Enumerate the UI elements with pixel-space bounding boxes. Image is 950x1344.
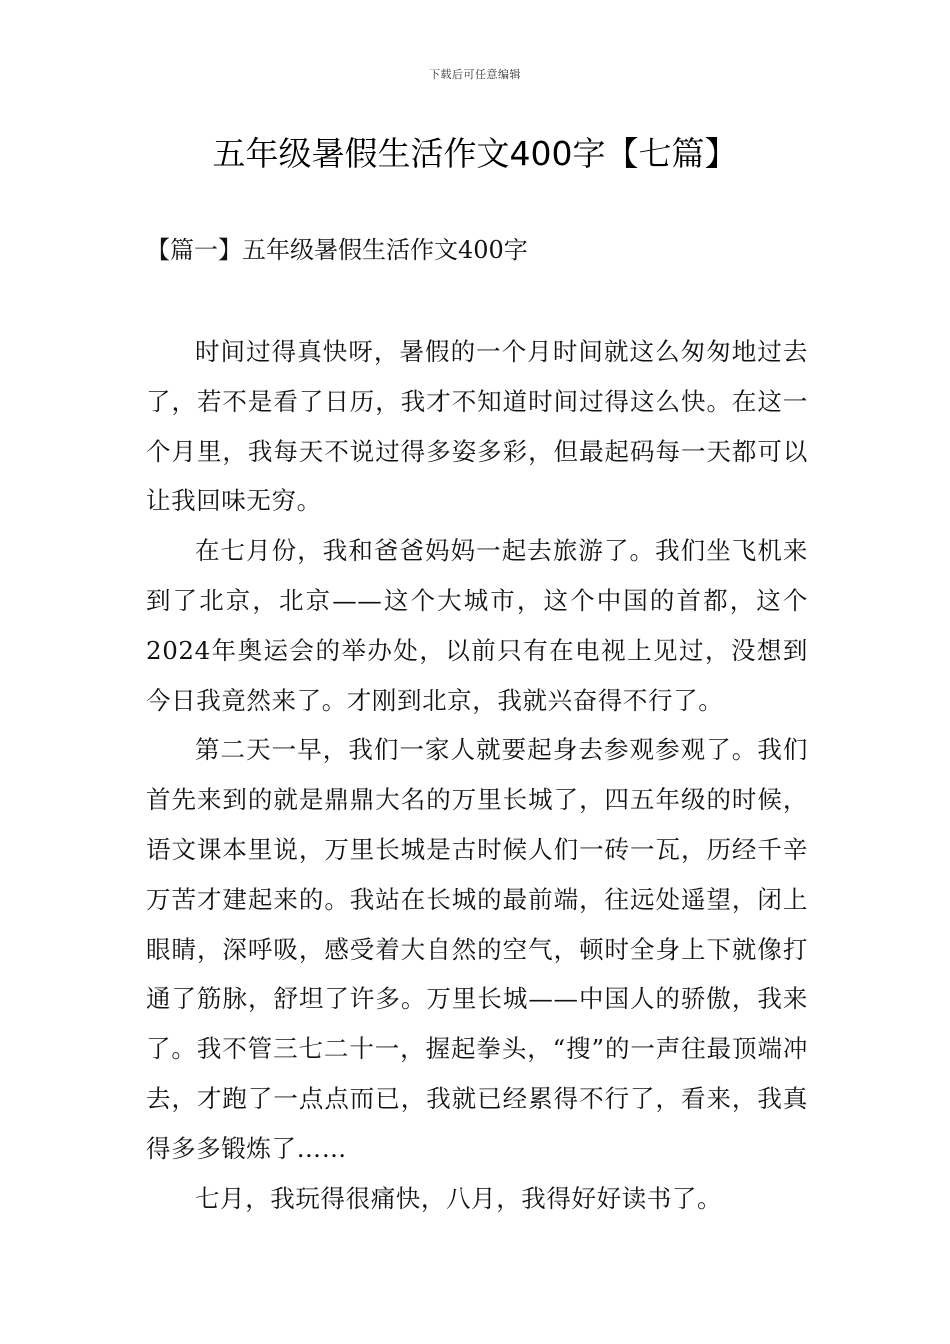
paragraph-3: 第二天一早，我们一家人就要起身去参观参观了。我们首先来到的就是鼎鼎大名的万里长城了，四五年级的时候，语文课本里说，万里长城是古时候人们一砖一瓦，历经千辛万苦才建起来的。我站在长城的最前端，往远处遥望，闭上眼睛，深呼吸，感受着大自然的空气，顿时全身上下就像打通了筋脉，舒坦了许多。万里长城——中国人的骄傲，我来了。我不管三七二十一，握起拳头，“搜”的一声往最顶端冲去，才跑了一点点而已，我就已经累得不行了，看来，我真得多多锻炼了…… xyxy=(146,735,808,1163)
document-title: 五年级暑假生活作文400字【七篇】 xyxy=(212,134,738,173)
paragraph-4: 七月，我玩得很痛快，八月，我得好好读书了。 xyxy=(195,1183,723,1213)
essay-body xyxy=(146,327,808,1223)
section-heading: 【篇一】五年级暑假生活作文400字 xyxy=(146,236,528,264)
paragraph-2: 在七月份，我和爸爸妈妈一起去旅游了。我们坐飞机来到了北京，北京——这个大城市，这个中国的首都，这个2024年奥运会的举办处，以前只有在电视上见过，没想到今日我竟然来了。才刚到北京，我就兴奋得不行了。 xyxy=(146,536,808,715)
paragraph-1: 时间过得真快呀，暑假的一个月时间就这么匆匆地过去了，若不是看了日历，我才不知道时间过得这么快。在这一个月里，我每天不说过得多姿多彩，但最起码每一天都可以让我回味无穷。 xyxy=(146,337,808,516)
header-note: 下载后可任意编辑 xyxy=(429,68,521,81)
